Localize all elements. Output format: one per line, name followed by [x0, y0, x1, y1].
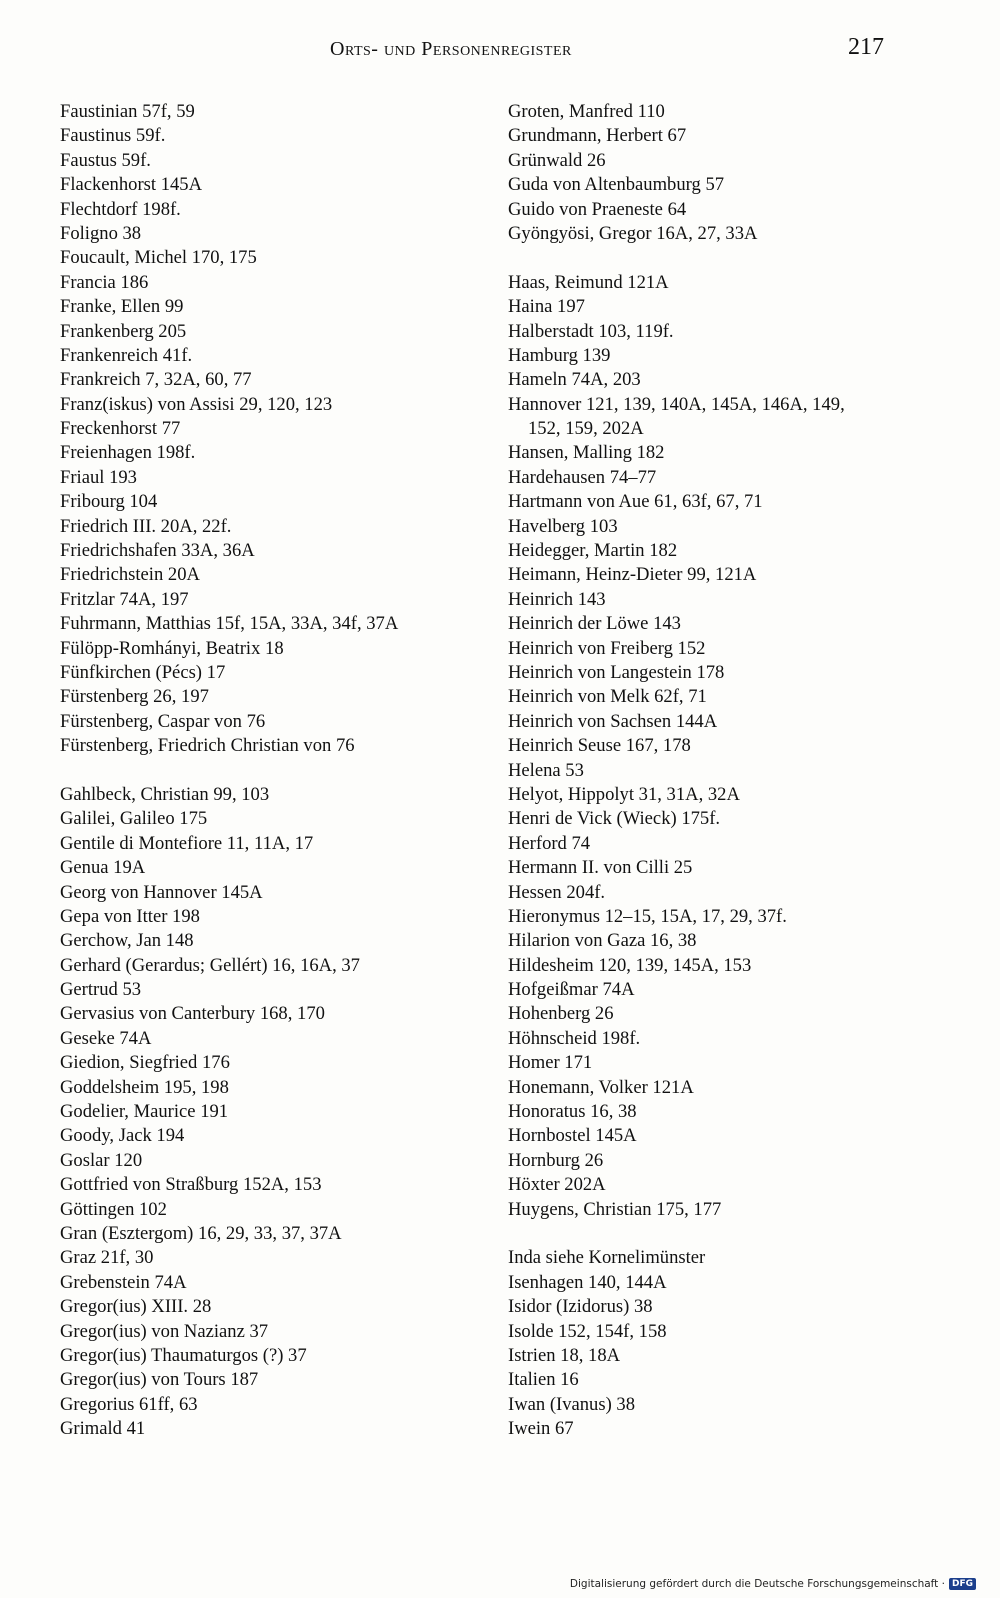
index-entry: Freckenhorst 77	[60, 418, 181, 440]
index-entry: Fuhrmann, Matthias 15f, 15A, 33A, 34f, 37A	[60, 613, 399, 635]
index-entry: Gerchow, Jan 148	[60, 930, 194, 952]
index-entry: Heinrich der Löwe 143	[508, 613, 681, 635]
index-entry: Helyot, Hippolyt 31, 31A, 32A	[508, 783, 740, 805]
index-entry: Galilei, Galileo 175	[60, 808, 208, 830]
index-entry: Havelberg 103	[508, 515, 618, 537]
index-entry: Fünfkirchen (Pécs) 17	[60, 661, 226, 683]
index-entry: Heidegger, Martin 182	[508, 540, 678, 562]
index-entry: Fürstenberg 26, 197	[60, 686, 209, 708]
index-entry: Goody, Jack 194	[60, 1125, 185, 1147]
index-entry: Haas, Reimund 121A	[508, 271, 669, 293]
index-entry: Isidor (Izidorus) 38	[508, 1296, 653, 1318]
index-entry: Friedrichshafen 33A, 36A	[60, 540, 255, 562]
index-entry: Groten, Manfred 110	[508, 101, 665, 122]
index-entry: Haina 197	[508, 296, 585, 318]
index-entry: Hameln 74A, 203	[508, 369, 641, 391]
index-entry: Honoratus 16, 38	[508, 1101, 637, 1123]
index-entry: Halberstadt 103, 119f.	[508, 320, 674, 342]
index-entry: Heinrich von Sachsen 144A	[508, 710, 718, 732]
index-entry: Inda siehe Kornelimünster	[508, 1247, 706, 1269]
index-entry: Hansen, Malling 182	[508, 442, 665, 464]
index-entry: Höhnscheid 198f.	[508, 1027, 641, 1049]
index-entry: Henri de Vick (Wieck) 175f.	[508, 808, 721, 830]
index-entry: Gentile di Montefiore 11, 11A, 17	[60, 832, 314, 854]
index-entry: Grimald 41	[60, 1418, 146, 1440]
index-entry: Franz(iskus) von Assisi 29, 120, 123	[60, 393, 333, 415]
index-entry: Godelier, Maurice 191	[60, 1101, 229, 1123]
index-entry: Grünwald 26	[508, 149, 606, 171]
index-entry: Friedrich III. 20A, 22f.	[60, 515, 232, 537]
index-entry: Gerhard (Gerardus; Gellért) 16, 16A, 37	[60, 954, 360, 976]
index-entry: Hamburg 139	[508, 344, 611, 366]
index-entry: Isenhagen 140, 144A	[508, 1271, 667, 1293]
index-entry: Flackenhorst 145A	[60, 174, 203, 196]
index-entry: Heinrich von Melk 62f, 71	[508, 686, 707, 708]
index-entry: Hofgeißmar 74A	[508, 979, 635, 1001]
index-entry: Fürstenberg, Caspar von 76	[60, 710, 266, 732]
index-entry: Genua 19A	[60, 857, 146, 879]
index-entry: Gervasius von Canterbury 168, 170	[60, 1003, 325, 1025]
index-entry: Iwein 67	[508, 1418, 574, 1440]
digitization-footer	[570, 1578, 976, 1590]
index-entry: Frankenberg 205	[60, 320, 187, 342]
index-entry: Gertrud 53	[60, 979, 142, 1001]
index-entry: Foucault, Michel 170, 175	[60, 247, 257, 269]
index-entry: Faustus 59f.	[60, 149, 151, 171]
index-entry: Iwan (Ivanus) 38	[508, 1393, 636, 1415]
index-entry: Hornburg 26	[508, 1149, 604, 1171]
index-entry: Faustinus 59f.	[60, 125, 166, 147]
index-entry: Friaul 193	[60, 466, 137, 488]
index-entry: Hieronymus 12–15, 15A, 17, 29, 37f.	[508, 905, 787, 927]
index-entry: Gregor(ius) von Tours 187	[60, 1369, 259, 1391]
index-entry: Fritzlar 74A, 197	[60, 588, 189, 610]
index-entry: Graz 21f, 30	[60, 1247, 154, 1269]
index-entry: Flechtdorf 198f.	[60, 198, 181, 220]
index-entry: Helena 53	[508, 759, 584, 781]
index-entry: Istrien 18, 18A	[508, 1344, 621, 1366]
index-entry: Heinrich von Langestein 178	[508, 661, 725, 683]
index-entry: Fülöpp-Romhányi, Beatrix 18	[60, 637, 284, 659]
index-entry: Foligno 38	[60, 222, 142, 244]
dfg-logo: DFG	[949, 1578, 976, 1590]
index-entry: Hornbostel 145A	[508, 1125, 637, 1147]
index-entry: Hilarion von Gaza 16, 38	[508, 930, 697, 952]
index-entry: Gregor(ius) Thaumaturgos (?) 37	[60, 1344, 307, 1366]
index-entry: Göttingen 102	[60, 1198, 167, 1220]
index-column-right	[508, 100, 928, 1441]
index-entry: Gregor(ius) XIII. 28	[60, 1296, 212, 1318]
index-entry: Gyöngyösi, Gregor 16A, 27, 33A	[508, 222, 758, 244]
index-entry: Francia 186	[60, 271, 149, 293]
index-entry: Guido von Praeneste 64	[508, 198, 687, 220]
index-entry: Gran (Esztergom) 16, 29, 33, 37, 37A	[60, 1222, 342, 1244]
index-entry: Faustinian 57f, 59	[60, 101, 195, 122]
index-entry: Gahlbeck, Christian 99, 103	[60, 783, 270, 805]
index-entry: Hildesheim 120, 139, 145A, 153	[508, 954, 752, 976]
index-entry: Gepa von Itter 198	[60, 905, 200, 927]
index-column-left	[60, 100, 480, 1441]
index-entry: Goslar 120	[60, 1149, 143, 1171]
index-entry: Gregorius 61ff, 63	[60, 1393, 198, 1415]
index-entry: Friedrichstein 20A	[60, 564, 200, 586]
section-gap	[60, 759, 480, 783]
index-entry: Grundmann, Herbert 67	[508, 125, 687, 147]
index-entry: Frankreich 7, 32A, 60, 77	[60, 369, 252, 391]
index-entry: Goddelsheim 195, 198	[60, 1076, 229, 1098]
running-header	[0, 34, 1000, 68]
index-entry: Geseke 74A	[60, 1027, 152, 1049]
index-entry: Hartmann von Aue 61, 63f, 67, 71	[508, 491, 763, 513]
index-entry: Hardehausen 74–77	[508, 466, 657, 488]
index-entry: Gregor(ius) von Nazianz 37	[60, 1320, 269, 1342]
index-entry: Fürstenberg, Friedrich Christian von 76	[60, 735, 355, 757]
index-entry: Isolde 152, 154f, 158	[508, 1320, 667, 1342]
index-entry: Gottfried von Straßburg 152A, 153	[60, 1174, 322, 1196]
running-title: Orts- und Personenregister	[330, 38, 572, 60]
index-entry: Hohenberg 26	[508, 1003, 614, 1025]
index-entry: Grebenstein 74A	[60, 1271, 187, 1293]
index-entry: Heinrich 143	[508, 588, 606, 610]
index-entry: Giedion, Siegfried 176	[60, 1052, 230, 1074]
index-entry: Homer 171	[508, 1052, 593, 1074]
index-entry: Honemann, Volker 121A	[508, 1076, 694, 1098]
page-number: 217	[848, 34, 884, 60]
index-entry: Huygens, Christian 175, 177	[508, 1198, 722, 1220]
index-entry: Hermann II. von Cilli 25	[508, 857, 693, 879]
index-entry: Heinrich Seuse 167, 178	[508, 735, 691, 757]
index-entry: Franke, Ellen 99	[60, 296, 184, 318]
index-entry: Freienhagen 198f.	[60, 442, 196, 464]
index-entry: Guda von Altenbaumburg 57	[508, 174, 725, 196]
index-entry: Georg von Hannover 145A	[60, 881, 263, 903]
index-entry: Heinrich von Freiberg 152	[508, 637, 706, 659]
index-entry: Höxter 202A	[508, 1174, 606, 1196]
index-entry: Heimann, Heinz-Dieter 99, 121A	[508, 564, 757, 586]
index-entry: 152, 159, 202A	[528, 418, 644, 440]
index-entry: Herford 74	[508, 832, 591, 854]
index-entry: Hessen 204f.	[508, 881, 606, 903]
funding-credit: Digitalisierung gefördert durch die Deutsche Forschungsgemeinschaft ·	[569, 1578, 945, 1590]
index-entry: Hannover 121, 139, 140A, 145A, 146A, 149,	[508, 393, 845, 415]
index-entry: Italien 16	[508, 1369, 579, 1391]
section-gap	[508, 1222, 928, 1246]
index-entry: Fribourg 104	[60, 491, 158, 513]
index-entry: Frankenreich 41f.	[60, 344, 193, 366]
section-gap	[508, 246, 928, 270]
